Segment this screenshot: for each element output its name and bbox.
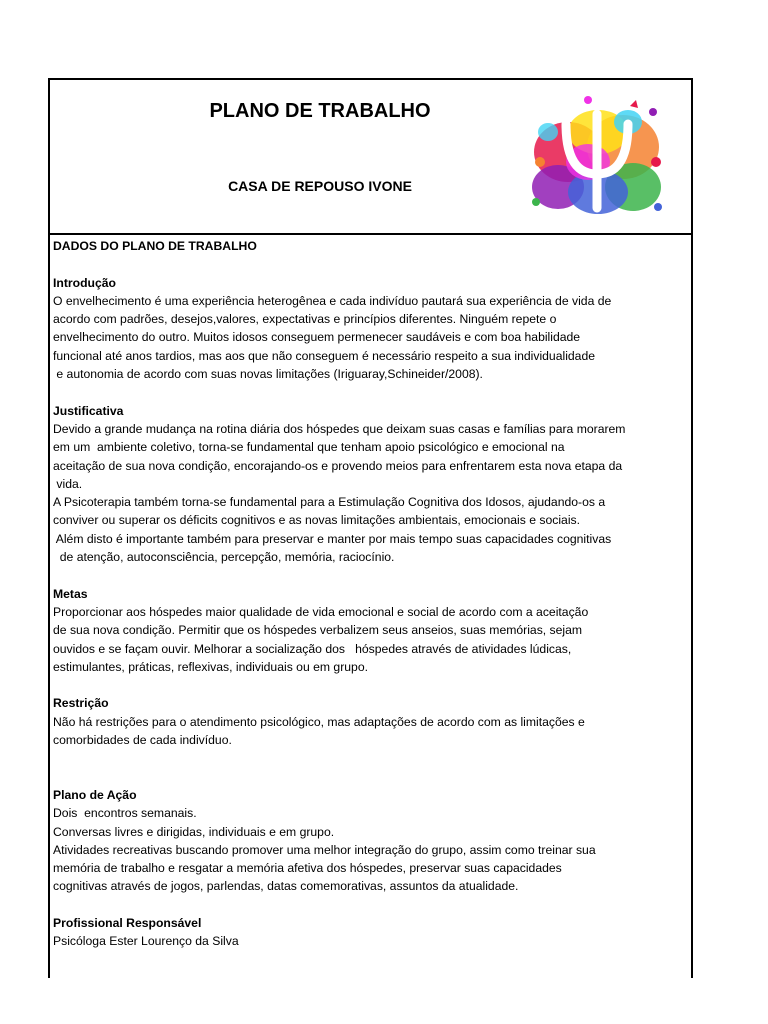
paragraph-line: O envelhecimento é uma experiência heterogênea e cada indivíduo pautará sua experiência de vida de: [53, 293, 612, 308]
paragraph-line: memória de trabalho e resgatar a memória afetiva dos hóspedes, preservar suas capacidades: [53, 861, 562, 876]
paragraph-line: de sua nova condição. Permitir que os hóspedes verbalizem seus anseios, suas memórias, sejam: [53, 623, 583, 638]
paragraph-line: funcional até anos tardios, mas aos que não conseguem é necessário respeito a sua individualidade: [53, 348, 596, 363]
document-subtitle: CASA DE REPOUSO IVONE: [228, 178, 412, 194]
paragraph-line: em um ambiente coletivo, torna-se fundamental que tenham apoio psicológico e emocional na: [53, 440, 565, 455]
section-title-introducao: Introdução: [53, 275, 116, 290]
section-title-restricao: Restrição: [53, 696, 109, 711]
paragraph-line: vida.: [53, 476, 83, 491]
paragraph-line: Atividades recreativas buscando promover uma melhor integração do grupo, assim como treinar sua: [53, 842, 596, 857]
section-title-metas: Metas: [53, 586, 88, 601]
section-title-justificativa: Justificativa: [53, 403, 124, 418]
paragraph-line: acordo com padrões, desejos,valores, expectativas e princípios diferentes. Ninguém repete o: [53, 312, 557, 327]
document-header: [50, 80, 691, 235]
paragraph-line: Além disto é importante também para preservar e manter por mais tempo suas capacidades cognitivas: [53, 531, 612, 546]
paragraph-line: Conversas livres e dirigidas, individuais e em grupo.: [53, 824, 335, 839]
paragraph-line: Dois encontros semanais.: [53, 806, 197, 821]
section-title-plano-acao: Plano de Ação: [53, 787, 137, 802]
document-body: [53, 237, 685, 951]
paragraph-line: envelhecimento do outro. Muitos idosos conseguem permenecer saudáveis e com boa habilidade: [53, 330, 581, 345]
paragraph-line: aceitação de sua nova condição, encorajando-os e provendo meios para enfrentarem esta nova etapa da: [53, 458, 623, 473]
paragraph-line: comorbidades de cada indivíduo.: [53, 733, 232, 748]
section-title-profissional: Profissional Responsável: [53, 915, 202, 930]
paragraph-line: ouvidos e se façam ouvir. Melhorar a socialização dos hóspedes através de atividades lúdicas,: [53, 641, 572, 656]
paragraph-line: de atenção, autoconsciência, percepção, memória, raciocínio.: [53, 550, 395, 565]
paragraph-line: conviver ou superar os déficits cognitivos e as novas limitações ambientais, emocionais e sociais.: [53, 513, 581, 528]
paragraph-line: Devido a grande mudança na rotina diária dos hóspedes que deixam suas casas e famílias para morarem: [53, 421, 626, 436]
paragraph-line: Psicóloga Ester Lourenço da Silva: [53, 934, 239, 949]
paragraph-line: e autonomia de acordo com suas novas limitações (Iriguaray,Schineider/2008).: [53, 367, 483, 382]
paragraph-line: Proporcionar aos hóspedes maior qualidade de vida emocional e social de acordo com a aceitação: [53, 604, 589, 619]
psi-splash-logo-icon: [528, 92, 666, 222]
paragraph-line: Não há restrições para o atendimento psicológico, mas adaptações de acordo com as limitações e: [53, 714, 585, 729]
section-heading: DADOS DO PLANO DE TRABALHO: [53, 239, 257, 253]
paragraph-line: cognitivas através de jogos, parlendas, datas comemorativas, assuntos da atualidade.: [53, 879, 519, 894]
document-frame: [48, 78, 693, 978]
paragraph-line: estimulantes, práticas, reflexivas, individuais ou em grupo.: [53, 659, 368, 674]
document-title: PLANO DE TRABALHO: [209, 100, 431, 122]
paragraph-line: A Psicoterapia também torna-se fundamental para a Estimulação Cognitiva dos Idosos, ajudando-os a: [53, 495, 606, 510]
